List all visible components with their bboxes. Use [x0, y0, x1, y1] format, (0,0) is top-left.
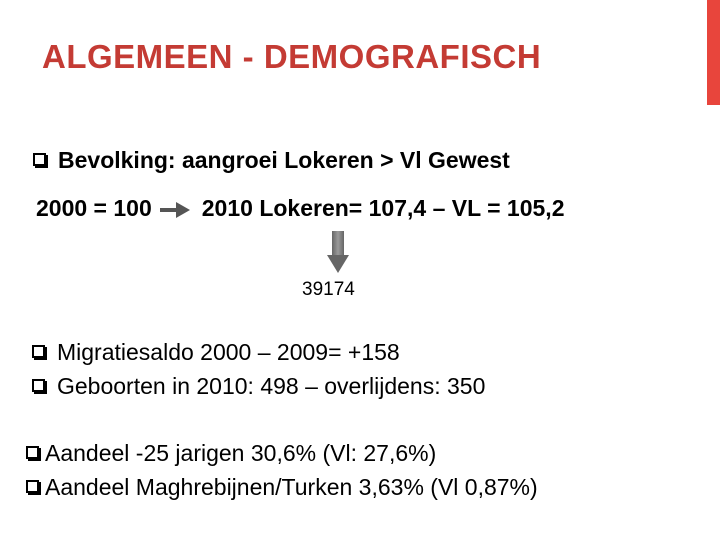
checkbox-square-icon — [26, 446, 41, 461]
arrow-down-icon — [327, 231, 349, 273]
bullet-line-population-growth — [33, 147, 510, 174]
bullet-line-origin-share — [26, 474, 538, 501]
line3-text: Migratiesaldo 2000 – 2009= +158 — [57, 339, 400, 365]
line1-text: Bevolking: aangroei Lokeren > Vl Gewest — [58, 147, 510, 173]
population-value: 39174 — [302, 279, 355, 300]
checkbox-square-icon — [32, 379, 47, 394]
slide-title: ALGEMEEN - DEMOGRAFISCH — [42, 38, 542, 75]
bullet-line-migration — [32, 339, 400, 366]
checkbox-square-icon — [32, 345, 47, 360]
accent-bar — [707, 0, 720, 105]
line4-text: Geboorten in 2010: 498 – overlijdens: 350 — [57, 373, 486, 399]
bullet-line-under25 — [26, 440, 436, 467]
index-2010-text: 2010 Lokeren= 107,4 – VL = 105,2 — [201, 195, 565, 221]
checkbox-square-icon — [26, 480, 41, 495]
bullet-line-births — [32, 373, 485, 400]
line5-text: Aandeel -25 jarigen 30,6% (Vl: 27,6%) — [45, 440, 437, 466]
line6-text: Aandeel Maghrebijnen/Turken 3,63% (Vl 0,87%) — [45, 474, 538, 500]
checkbox-square-icon — [33, 153, 48, 168]
index-base-text: 2000 = 100 — [36, 195, 152, 221]
arrow-right-icon — [160, 199, 190, 219]
index-comparison-line — [36, 195, 565, 222]
